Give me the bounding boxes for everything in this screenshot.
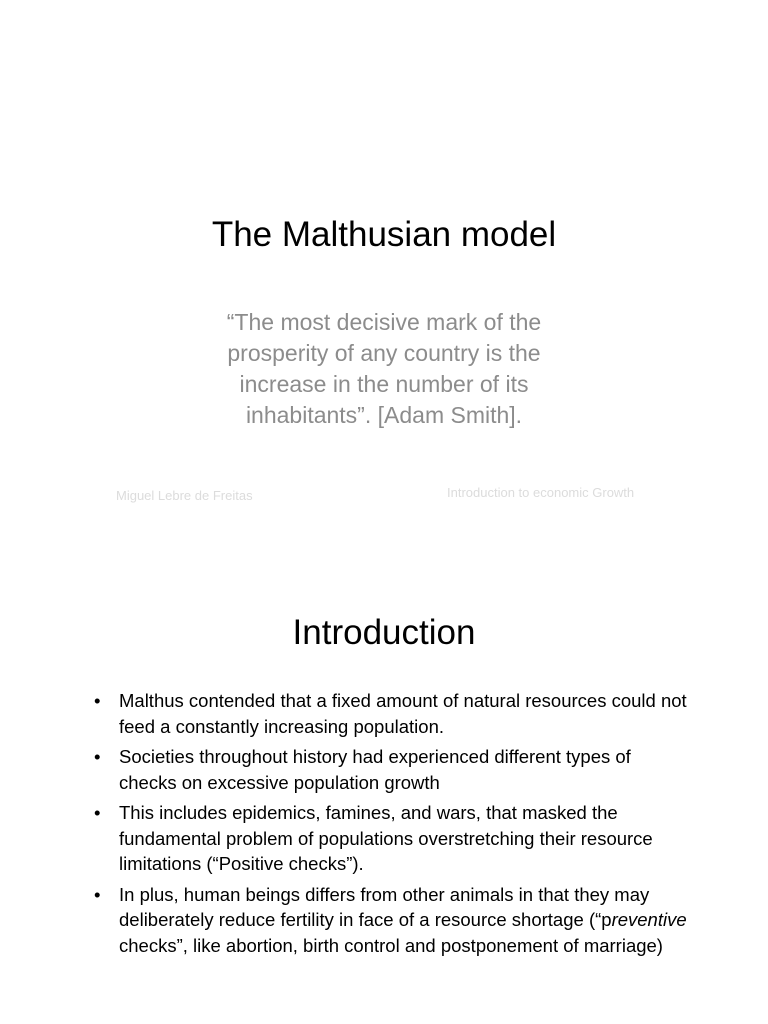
slide-title: The Malthusian model	[211, 215, 557, 254]
bullet-list	[92, 688, 692, 963]
bullet-item	[92, 744, 692, 795]
bullet-item	[92, 882, 692, 959]
bullet-icon: •	[94, 883, 101, 905]
adam-smith-quote: “The most decisive mark of the prosperity of any country is the increase in the number of its inhabitants”. [Adam Smith].	[226, 309, 542, 428]
bullet-item	[92, 800, 692, 877]
bullet-text: Malthus contended that a fixed amount of natural resources could not feed a constantly increasing population.	[119, 690, 687, 737]
bullet-item	[92, 688, 692, 739]
introduction-title: Introduction	[292, 613, 476, 652]
footer-author: Miguel Lebre de Freitas	[116, 488, 253, 503]
bullet-icon: •	[94, 802, 101, 823]
bullet-text: Societies throughout history had experienced different types of checks on excessive population growth	[119, 746, 631, 793]
bullet-icon: •	[94, 690, 101, 711]
bullet-text-italic: reventive	[611, 909, 687, 930]
introduction-slide	[0, 576, 768, 1024]
bullet-icon: •	[94, 746, 101, 767]
footer-course: Introduction to economic Growth	[447, 485, 635, 500]
bullet-text-part-1: In plus, human beings differs from other animals in that they may deliberately reduce fertility in face of a resource shortage (“p	[119, 883, 650, 930]
bullet-text: This includes epidemics, famines, and wars, that masked the fundamental problem of populations overstretching their resource limitations (“Positive checks”).	[119, 802, 653, 874]
bullet-text-part-2: checks”, like abortion, birth control and postponement of marriage)	[119, 934, 663, 956]
